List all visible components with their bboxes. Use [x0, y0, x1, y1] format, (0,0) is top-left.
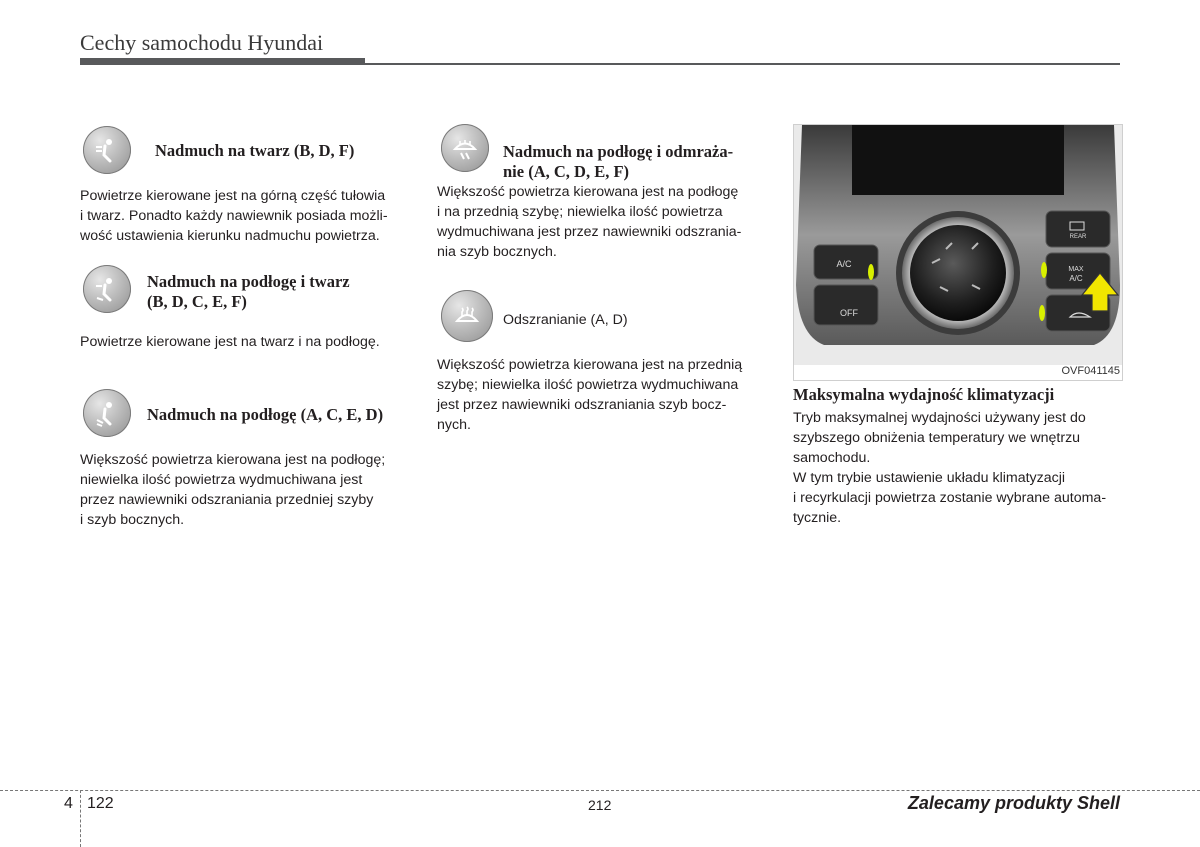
floor-face-vent-icon [83, 265, 131, 313]
climate-panel-photo [793, 124, 1123, 381]
face-vent-icon [83, 126, 131, 174]
paragraph-floor-face-vent: Powietrze kierowane jest na twarz i na podłogę. [80, 334, 380, 350]
heading-max-ac: Maksymalna wydajność klimatyzacji [793, 385, 1055, 404]
page-number: 122 [87, 795, 114, 812]
footer-divider [80, 790, 81, 847]
paragraph-max-ac: Tryb maksymalnej wydajności używany jest do szybszego obniżenia temperatury we wnętrzu samochodu. W tym trybie ustawienie układu klimatyzacji i recyrkulacji powietrza zostanie wybrane automa- tycznie. [793, 410, 1107, 526]
heading-floor-vent: Nadmuch na podłogę (A, C, E, D) [147, 405, 384, 424]
heading-floor-face-vent: Nadmuch na podłogę i twarz (B, D, C, E, F) [147, 272, 350, 311]
max-button-label: MAX [1068, 266, 1084, 273]
header-bar [80, 58, 365, 65]
floor-defrost-icon [441, 124, 489, 172]
rear-button-label: REAR [1069, 234, 1087, 240]
footer-brand: Zalecamy produkty Shell [907, 793, 1120, 813]
header-rule [365, 63, 1120, 65]
floor-vent-icon [83, 389, 131, 437]
paragraph-defrost: Większość powietrza kierowana jest na przednią szybę; niewielka ilość powietrza wydmuchiwana jest przez nawiewniki odszraniania szyb bocz- nych. [437, 357, 743, 433]
center-page-number: 212 [588, 797, 612, 813]
paragraph-floor-defrost: Większość powietrza kierowana jest na podłogę i na przednią szybę; niewielka ilość powietrza wydmuchiwana jest przez nawiewniki odszrania- nia szyb bocznych. [437, 184, 742, 260]
heading-face-vent: Nadmuch na twarz (B, D, F) [155, 141, 355, 160]
max-ac-button-label: A/C [1069, 274, 1083, 283]
defrost-icon [441, 290, 493, 342]
off-button-label: OFF [840, 308, 858, 318]
paragraph-face-vent: Powietrze kierowane jest na górną część tułowia i twarz. Ponadto każdy nawiewnik posiada możli- wość ustawienia kierunku nadmuchu powietrza. [80, 188, 388, 244]
heading-floor-defrost: Nadmuch na podłogę i odmraża- nie (A, C, D, E, F) [503, 142, 734, 181]
page-header-title: Cechy samochodu Hyundai [80, 30, 324, 55]
ac-button-label: A/C [836, 259, 852, 269]
chapter-number: 4 [64, 795, 73, 812]
photo-caption: OVF041145 [1061, 365, 1120, 377]
footer-rule [0, 790, 1200, 791]
paragraph-floor-vent: Większość powietrza kierowana jest na podłogę; niewielka ilość powietrza wydmuchiwana jest przez nawiewniki odszraniania przedniej szyby i szyb bocznych. [80, 452, 386, 528]
heading-defrost: Odszranianie (A, D) [503, 312, 628, 328]
